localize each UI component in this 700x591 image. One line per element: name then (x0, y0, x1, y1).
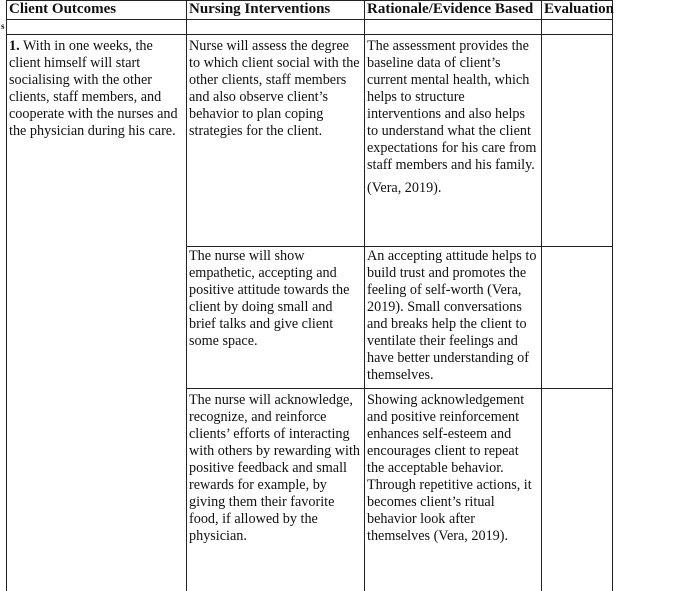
intervention-line: brief talks and give client (189, 316, 334, 332)
rationale-line: behavior look after (367, 511, 475, 527)
rationale-cell-3 (367, 392, 532, 545)
header-client-outcomes: Client Outcomes (9, 1, 117, 17)
header-nursing-interventions: Nursing Interventions (189, 1, 331, 17)
rationale-line: The assessment provides the (367, 38, 529, 54)
rationale-cell-2 (367, 248, 536, 384)
intervention-line: empathetic, accepting and (189, 265, 337, 281)
rationale-line: ventilate their feelings and (367, 333, 518, 349)
rationale-line: Through repetitive actions, it (367, 477, 532, 493)
column-border-interventions (364, 0, 365, 591)
column-border-rationale (541, 0, 542, 591)
outcome-line: socialising with the other (9, 72, 153, 88)
rationale-line: feeling of self-worth (Vera, (367, 282, 522, 298)
intervention-cell-3 (189, 392, 360, 545)
rationale-line: Showing acknowledgement (367, 392, 525, 408)
intervention-line: giving them their favorite (189, 494, 335, 510)
rationale-citation-1: (Vera, 2019). (367, 180, 442, 196)
rationale-line: the acceptable behavior. (367, 460, 504, 476)
rationale-line: baseline data of client’s (367, 55, 501, 71)
intervention-line: clients’ efforts of interacting (189, 426, 350, 442)
intervention-line: other clients, staff members (189, 72, 347, 88)
intervention-line: strategies for the client. (189, 123, 323, 139)
rationale-line: becomes client’s ritual (367, 494, 495, 510)
rationale-line: themselves (Vera, 2019). (367, 528, 509, 544)
row-divider-2 (186, 388, 613, 389)
intervention-line: food, if allowed by the (189, 511, 318, 527)
intervention-line: with others by rewarding with (189, 443, 361, 459)
rationale-line: and positive reinforcement (367, 409, 520, 425)
rationale-line: have better understanding of (367, 350, 529, 366)
column-border-left (6, 0, 7, 591)
intervention-line: positive attitude towards the (189, 282, 350, 298)
column-border-right (612, 0, 613, 591)
rationale-line: current mental health, which (367, 72, 530, 88)
outcome-line: the physician during his care. (9, 123, 176, 139)
header-rationale: Rationale/Evidence Based (367, 1, 534, 17)
rationale-line: expectations for his care from (367, 140, 537, 156)
rationale-line: to understand what the client (367, 123, 531, 139)
header-evaluation: Evaluation (544, 1, 615, 17)
rationale-line: An accepting attitude helps to (367, 248, 537, 264)
outcome-line: clients, staff members, and (9, 89, 162, 105)
intervention-line: client by doing small and (189, 299, 333, 315)
row-divider-1 (186, 246, 613, 247)
intervention-line: to which client social with the (189, 55, 360, 71)
rationale-cell-1 (367, 38, 536, 174)
intervention-line: and also observe client’s (189, 89, 329, 105)
rationale-line: 2019). Small conversations (367, 299, 522, 315)
intervention-line: rewards for example, by (189, 477, 327, 493)
column-border-outcomes (186, 0, 187, 591)
intervention-line: physician. (189, 528, 247, 544)
rationale-line: interventions and also helps (367, 106, 526, 122)
intervention-line: The nurse will acknowledge, (189, 392, 353, 408)
rationale-line: enhances self-esteem and (367, 426, 512, 442)
intervention-cell-2 (189, 248, 349, 350)
rationale-line: staff members and his family. (367, 157, 535, 173)
intervention-line: behavior to plan coping (189, 106, 324, 122)
header-bottom-border (6, 19, 613, 20)
rationale-line: build trust and promotes the (367, 265, 527, 281)
outcome-line: client himself will start (9, 55, 141, 71)
intervention-line: The nurse will show (189, 248, 305, 264)
rationale-line: and breaks help the client to (367, 316, 527, 332)
rationale-line: encourages client to repeat (367, 443, 519, 459)
intervention-cell-1 (189, 38, 360, 140)
rationale-line: helps to structure (367, 89, 465, 105)
outcome-number: 1. (9, 38, 20, 54)
intervention-line: positive feedback and small (189, 460, 347, 476)
intervention-line: some space. (189, 333, 258, 349)
intervention-line: recognize, and reinforce (189, 409, 327, 425)
stray-mark: s (1, 21, 5, 31)
intervention-line: Nurse will assess the degree (189, 38, 349, 54)
outcome-line: 1. With in one weeks, the (9, 38, 153, 54)
header-lower-border (6, 34, 613, 35)
rationale-line: themselves. (367, 367, 434, 383)
outcome-line: cooperate with the nurses and (9, 106, 178, 122)
client-outcome-text (9, 38, 178, 140)
